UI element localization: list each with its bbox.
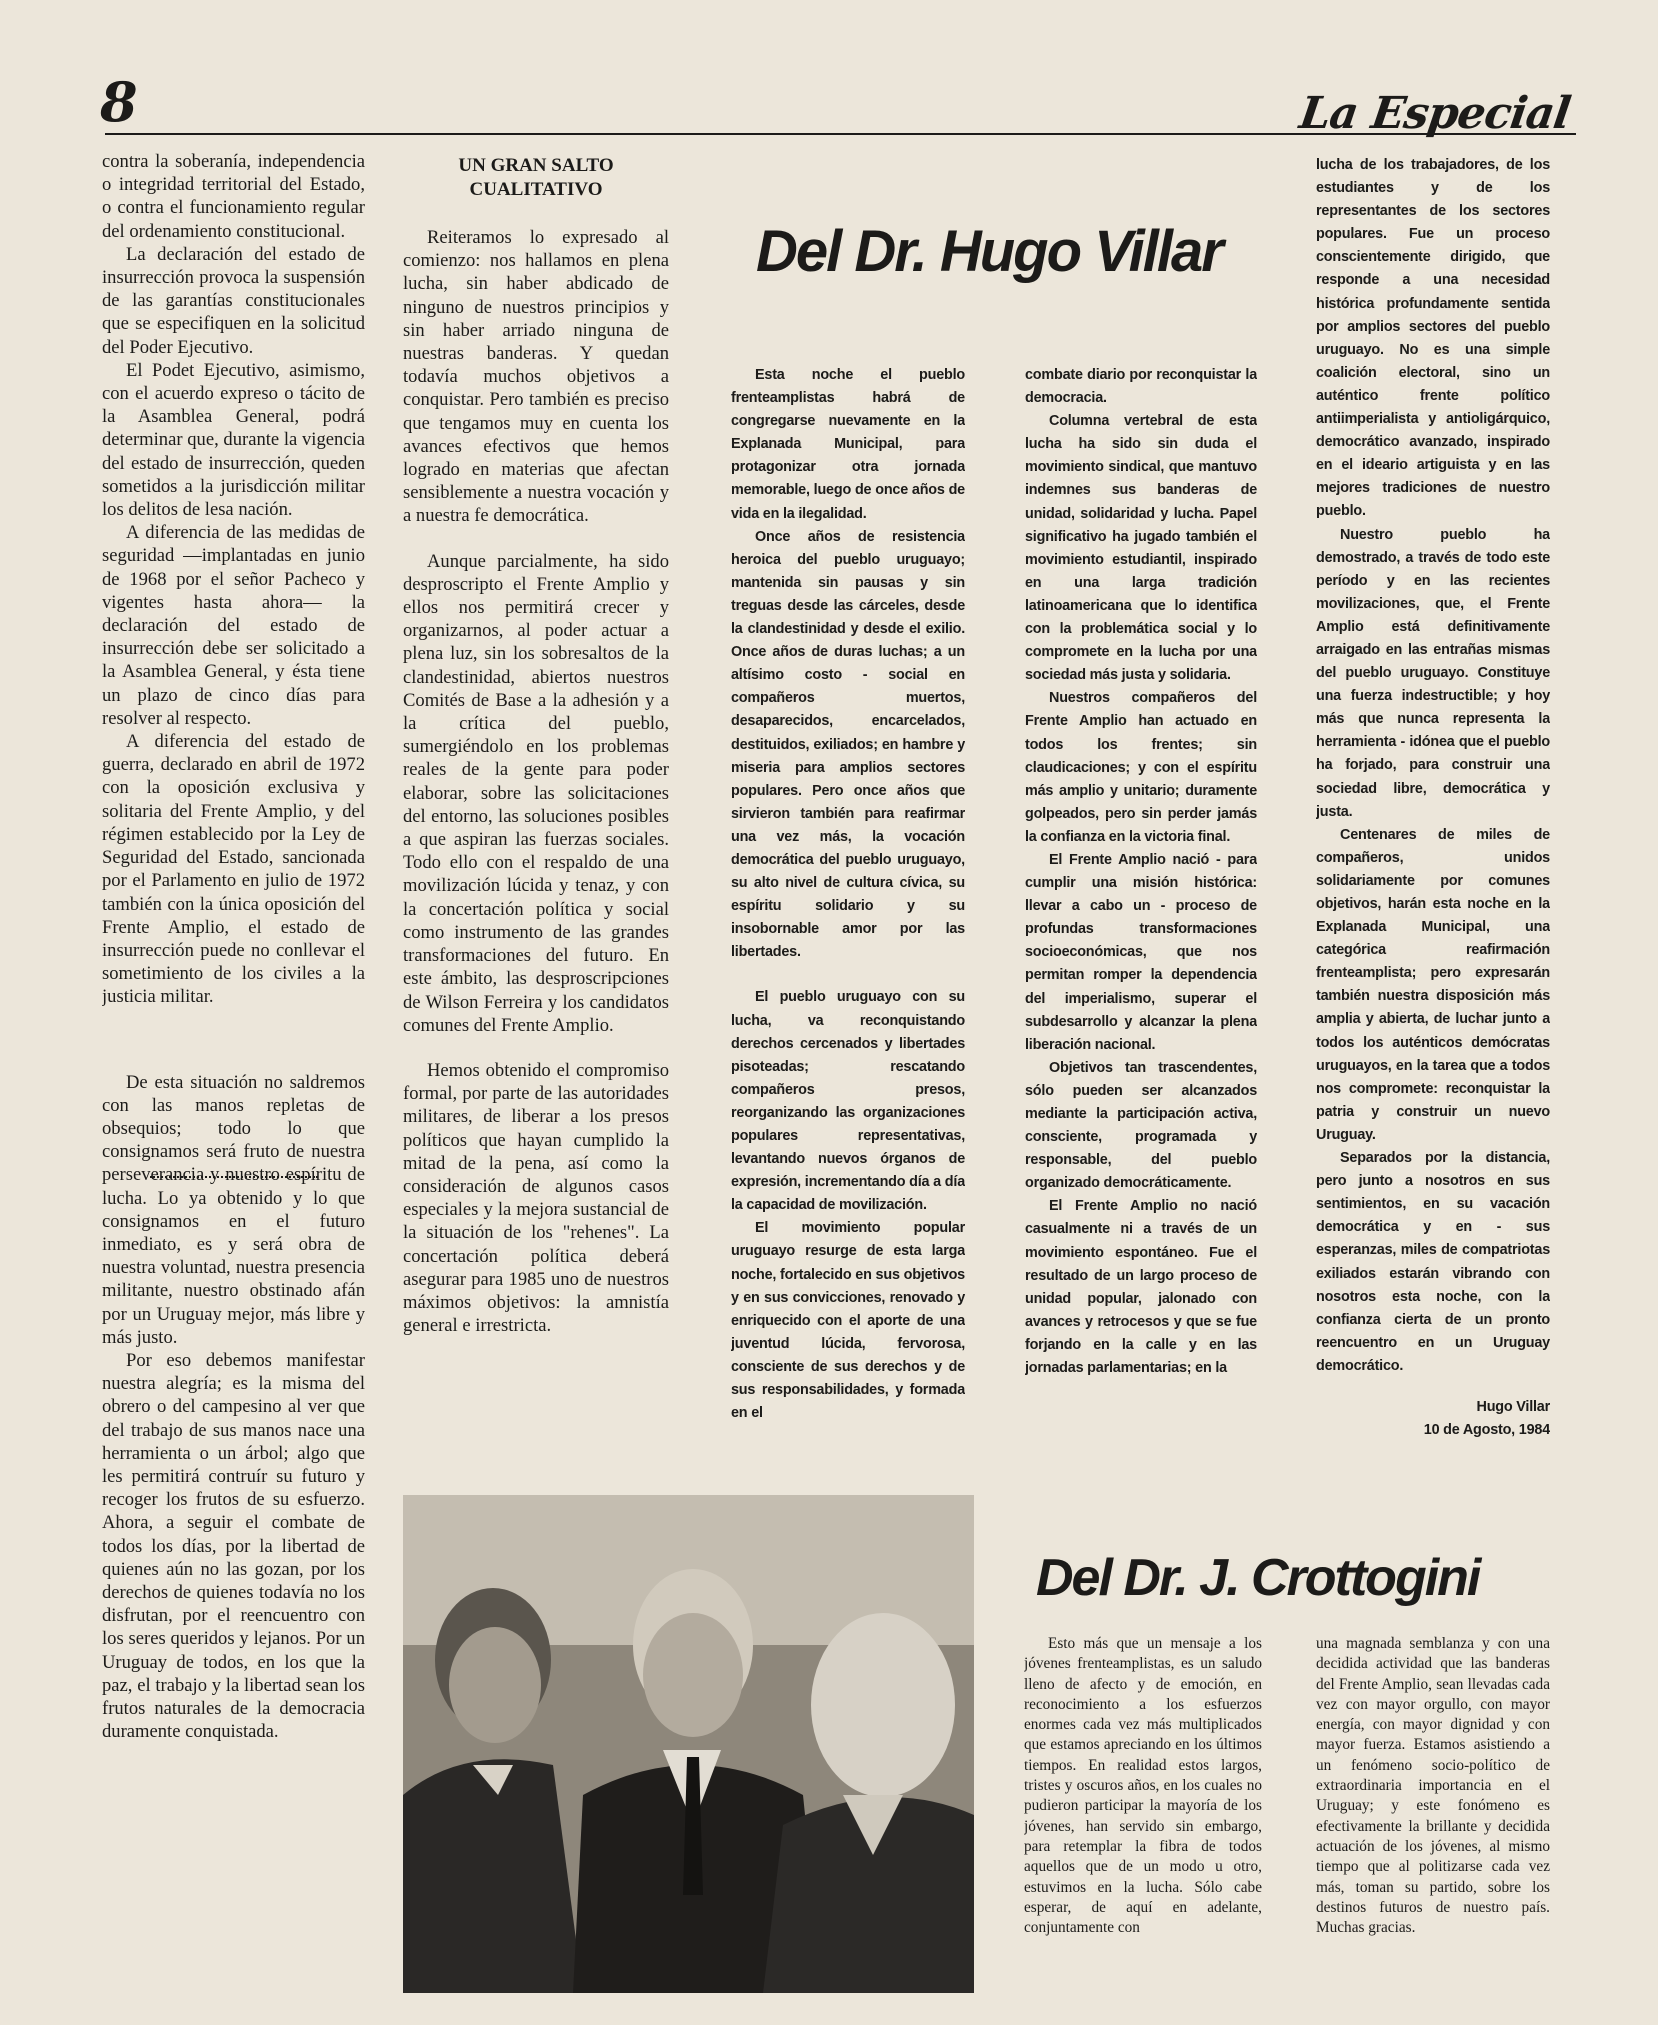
paragraph: Centenares de miles de compañeros, unidos solidariamente por comunes objetivos, harán esta noche en la Explanada Municipal, una categórica reafirmación frenteamplista; pero expresarán también nuestra disposición más amplia y abierta, de luchar junto a todos los auténticos demócratas uruguayos, en la tarea que a todos nos compromete: reconquistar la patria y construir un nuevo Uruguay. — [1316, 826, 1550, 1143]
crottogini-column-1 — [1024, 1634, 1262, 1989]
paragraph: El pueblo uruguayo con su lucha, va reconquistando derechos cercenados y libertades pisoteadas; rescatando compañeros presos, reorganizando las organizaciones populares representativas, levantando nuevos órganos de expresión, incrementando día a día la capacidad de movilización. — [731, 989, 965, 1214]
page-number: 8 — [100, 70, 138, 134]
paragraph: Hemos obtenido el compromiso formal, por parte de las autoridades militares, de liberar a los presos políticos que hayan cumplido la mitad de la pena, así como la consideración de algunos casos especiales y la mejora sustancial de la situación de los "rehenes". La concertación política deberá asegurar para 1985 uno de nuestros máximos objetivos: la amnistía general e irrestricta. — [403, 1059, 669, 1337]
paragraph: Once años de resistencia heroica del pueblo uruguayo; mantenida sin pausas y sin treguas desde las cárceles, desde la clandestinidad y desde el exilio. Once años de duras luchas; a un altísimo costo - social en compañeros muertos, desaparecidos, encarcelados, destituidos, exiliados; en hambre y miseria para amplios sectores populares. Pero once años que sirvieron también para reafirmar una vez más, la vocación democrática del pueblo uruguayo, su alto nivel de cultura cívica, su espíritu solidario y su insobornable amor por las libertades. — [731, 528, 965, 961]
article-column-2 — [403, 154, 669, 1474]
paragraph: El Frente Amplio nació - para cumplir una misión histórica: llevar a cabo un - proceso de profundas transformaciones socioeconómicas, que nos permitan romper la dependencia del imperialismo, superar el subdesarrollo y alcanzar la plena liberación nacional. — [1025, 851, 1257, 1053]
signature-date: 10 de Agosto, 1984 — [1423, 1422, 1550, 1439]
paragraph: Separados por la distancia, pero junto a nosotros en sus sentimientos, en su vacación democrática y en - sus esperanzas, miles de compatriotas exiliados estarán vibrando con nosotros esta noche, con la confianza cierta de un pronto reencuentro en un Uruguay democrático. — [1316, 1150, 1550, 1374]
masthead-logo: La Especial — [1296, 88, 1574, 139]
villar-column-1 — [731, 364, 965, 1484]
villar-column-2 — [1025, 364, 1257, 1484]
paragraph: A diferencia del estado de guerra, declarado en abril de 1972 con la oposición exclusiva y solitaria del Frente Amplio, y del régimen establecido por la Ley de Seguridad del Estado, sancionada por el Parlamento en julio de 1972 también con la única oposición del Frente Amplio, el estado de insurrección puede no conllevar el sometimiento de los civiles a la justicia militar. — [102, 731, 365, 1008]
paragraph: A diferencia de las medidas de seguridad —implantadas en junio de 1968 por el señor Pacheco y vigentes hasta ahora— la declaración del estado de insurrección debe ser solicitado a la Asamblea General, y ésta tiene un plazo de cinco días para resolver al respecto. — [102, 522, 365, 729]
paragraph: lucha de los trabajadores, de los estudiantes y de los representantes de los sectores populares. Fue un proceso conscientemente dirigido, que responde a una necesidad histórica profundamente sentida por amplios sectores del pueblo uruguayo. No es una simple coalición electoral, sino un auténtico frente político antiimperialista y antioligárquico, democrático avanzado, inspirado en el ideario artiguista y en las mejores tradiciones de nuestro pueblo. — [1316, 157, 1550, 520]
article-column-1 — [102, 150, 365, 1985]
signature-name: Hugo Villar — [1476, 1398, 1550, 1415]
paragraph: La declaración del estado de insurrección provoca la suspensión de las garantías constitucionales que se especifiquen en la solicitud del Poder Ejecutivo. — [102, 243, 365, 358]
paragraph: Aunque parcialmente, ha sido desproscripto el Frente Amplio y ellos nos permitirá crecer y organizarnos, al poder actuar a plena luz, sin los sobresaltos de la clandestinidad, abiertos nuestros Comités de Base a la adhesión y a la crítica del pueblo, sumergiéndolo en los problemas reales de la gente para poder elaborar, sobre las solicitaciones del entorno, las soluciones posibles a que aspiran las fuerzas sociales. Todo ello con el respaldo de una movilización lúcida y tenaz, y con la concertación política y social como instrumento de las grandes transformaciones del futuro. En este ámbito, las desproscripciones de Wilson Ferreira y los candidatos comunes del Frente Amplio. — [403, 550, 669, 1036]
villar-headline: Del Dr. Hugo Villar — [756, 219, 1222, 284]
crottogini-headline: Del Dr. J. Crottogini — [1036, 1549, 1480, 1607]
paragraph: una magnada semblanza y con una decidida actividad que las banderas del Frente Amplio, sean llevadas cada vez con mayor orgullo, con mayor energía, con mayor dignidad y con mayor fuerza. Estamos asistiendo a un fenómeno socio-político de extraordinaria importancia en el Uruguay; y este fonómeno es efectivamente la brillante y decidida actuación de los jóvenes, al mismo tiempo que al politizarse cada vez más, toman su partido, sobre los destinos futuros de nuestro país. Muchas gracias. — [1316, 1635, 1550, 1937]
paragraph: contra la soberanía, independencia o integridad territorial del Estado, o contra el funcionamiento regular del ordenamiento constitucional. — [102, 151, 365, 242]
paragraph: combate diario por reconquistar la democracia. — [1025, 367, 1257, 407]
photo-three-men — [403, 1495, 974, 1993]
header-rule — [105, 133, 1576, 135]
section-divider — [150, 1176, 318, 1178]
paragraph: De esta situación no saldremos con las manos repletas de obsequios; todo lo que consignamos será fruto de nuestra perseverancia y nuestro espíritu de lucha. Lo ya obtenido y lo que consignamos en el futuro inmediato, es y será obra de nuestra voluntad, nuestra presencia militante, nuestro obstinado afán por un Uruguay mejor, más libre y más justo. — [102, 1071, 365, 1348]
villar-column-3 — [1316, 154, 1550, 1484]
paragraph: El Frente Amplio no nació casualmente ni a través de un movimiento espontáneo. Fue el resultado de un largo proceso de unidad popular, jalonado con avances y retrocesos y que se fue forjando en la calle y en las jornadas parlamentarias; en la — [1025, 1198, 1257, 1377]
paragraph: El Podet Ejecutivo, asimismo, con el acuerdo expreso o tácito de la Asamblea General, podrá determinar que, durante la vigencia del estado de insurrección, queden sometidos a la jurisdicción militar los delitos de lesa nación. — [102, 359, 365, 521]
paragraph: Columna vertebral de esta lucha ha sido sin duda el movimiento sindical, que mantuvo indemnes sus banderas de unidad, solidaridad y lucha. Papel significativo ha jugado también el movimiento estudiantil, inspirado en una larga tradición latinoamericana que lo identifica con la problemática social y lo compromete en la lucha por una sociedad más justa y solidaria. — [1025, 413, 1257, 684]
paragraph: Nuestros compañeros del Frente Amplio han actuado en todos los frentes; sin claudicaciones; y con el espíritu más amplio y unitario; duramente golpeados, pero sin perder jamás la confianza en la victoria final. — [1025, 690, 1257, 845]
section-subhead: UN GRAN SALTO CUALITATIVO — [458, 155, 614, 200]
paragraph: Nuestro pueblo ha demostrado, a través de todo este período y en las recientes movilizaciones, que, el Frente Amplio está definitivamente arraigado en las entrañas mismas del pueblo uruguayo. Constituye una fuerza indestructible; y hoy más que nunca representa la herramienta - idónea que el pueblo ha forjado, para construir una sociedad libre, democrática y justa. — [1316, 526, 1550, 820]
paragraph: El movimiento popular uruguayo resurge de esta larga noche, fortalecido en sus objetivos y en sus convicciones, renovado y enriquecido con el aporte de una juventud lúcida, fervorosa, consciente de sus derechos y de sus responsabilidades, y formada en el — [731, 1220, 965, 1422]
paragraph: Objetivos tan trascendentes, sólo pueden ser alcanzados mediante la participación activa, consciente, programada y responsable, del pueblo organizado democráticamente. — [1025, 1059, 1257, 1192]
paragraph: Reiteramos lo expresado al comienzo: nos hallamos en plena lucha, sin haber abdicado de ninguno de nuestros principios y sin haber arriado ninguna de nuestras banderas. Y quedan todavía muchos objetivos a conquistar. Pero también es preciso que tengamos muy en cuenta los avances efectivos que hemos logrado en materias que afectan sensiblemente a nuestra vocación y a nuestra fe democrática. — [403, 227, 669, 527]
paragraph: Esto más que un mensaje a los jóvenes frenteamplistas, es un saludo lleno de afecto y de emoción, en reconocimiento a los esfuerzos enormes cada vez más multiplicados que estamos apreciando en los últimos tiempos. En realidad estos largos, tristes y oscuros años, en los cuales no pudieron participar la mayoría de los jóvenes, han servido sin embargo, para retemplar la fibra de todos aquellos que de un modo u otro, estuvimos en la lucha. Sólo cabe esperar, de aquí en adelante, conjuntamente con — [1024, 1635, 1262, 1937]
paragraph: Esta noche el pueblo frenteamplistas habrá de congregarse nuevamente en la Explanada Municipal, para protagonizar otra jornada memorable, luego de once años de vida en la ilegalidad. — [731, 367, 965, 522]
crottogini-column-2 — [1316, 1634, 1550, 1989]
paragraph: Por eso debemos manifestar nuestra alegría; es la misma del obrero o del campesino al ver que del trabajo de sus manos nace una herramienta o un árbol; algo que les permitirá contruír su futuro y recoger los frutos de su esfuerzo. Ahora, a seguir el combate de todos los días, por la libertad de quienes aún no las gozan, por los derechos de quienes todavía no los disfrutan, por el reencuentro con los seres queridos y lejanos. Por un Uruguay de todos, en los que la paz, el trabajo y la libertad sean los frutos naturales de la democracia duramente conquistada. — [102, 1349, 365, 1743]
